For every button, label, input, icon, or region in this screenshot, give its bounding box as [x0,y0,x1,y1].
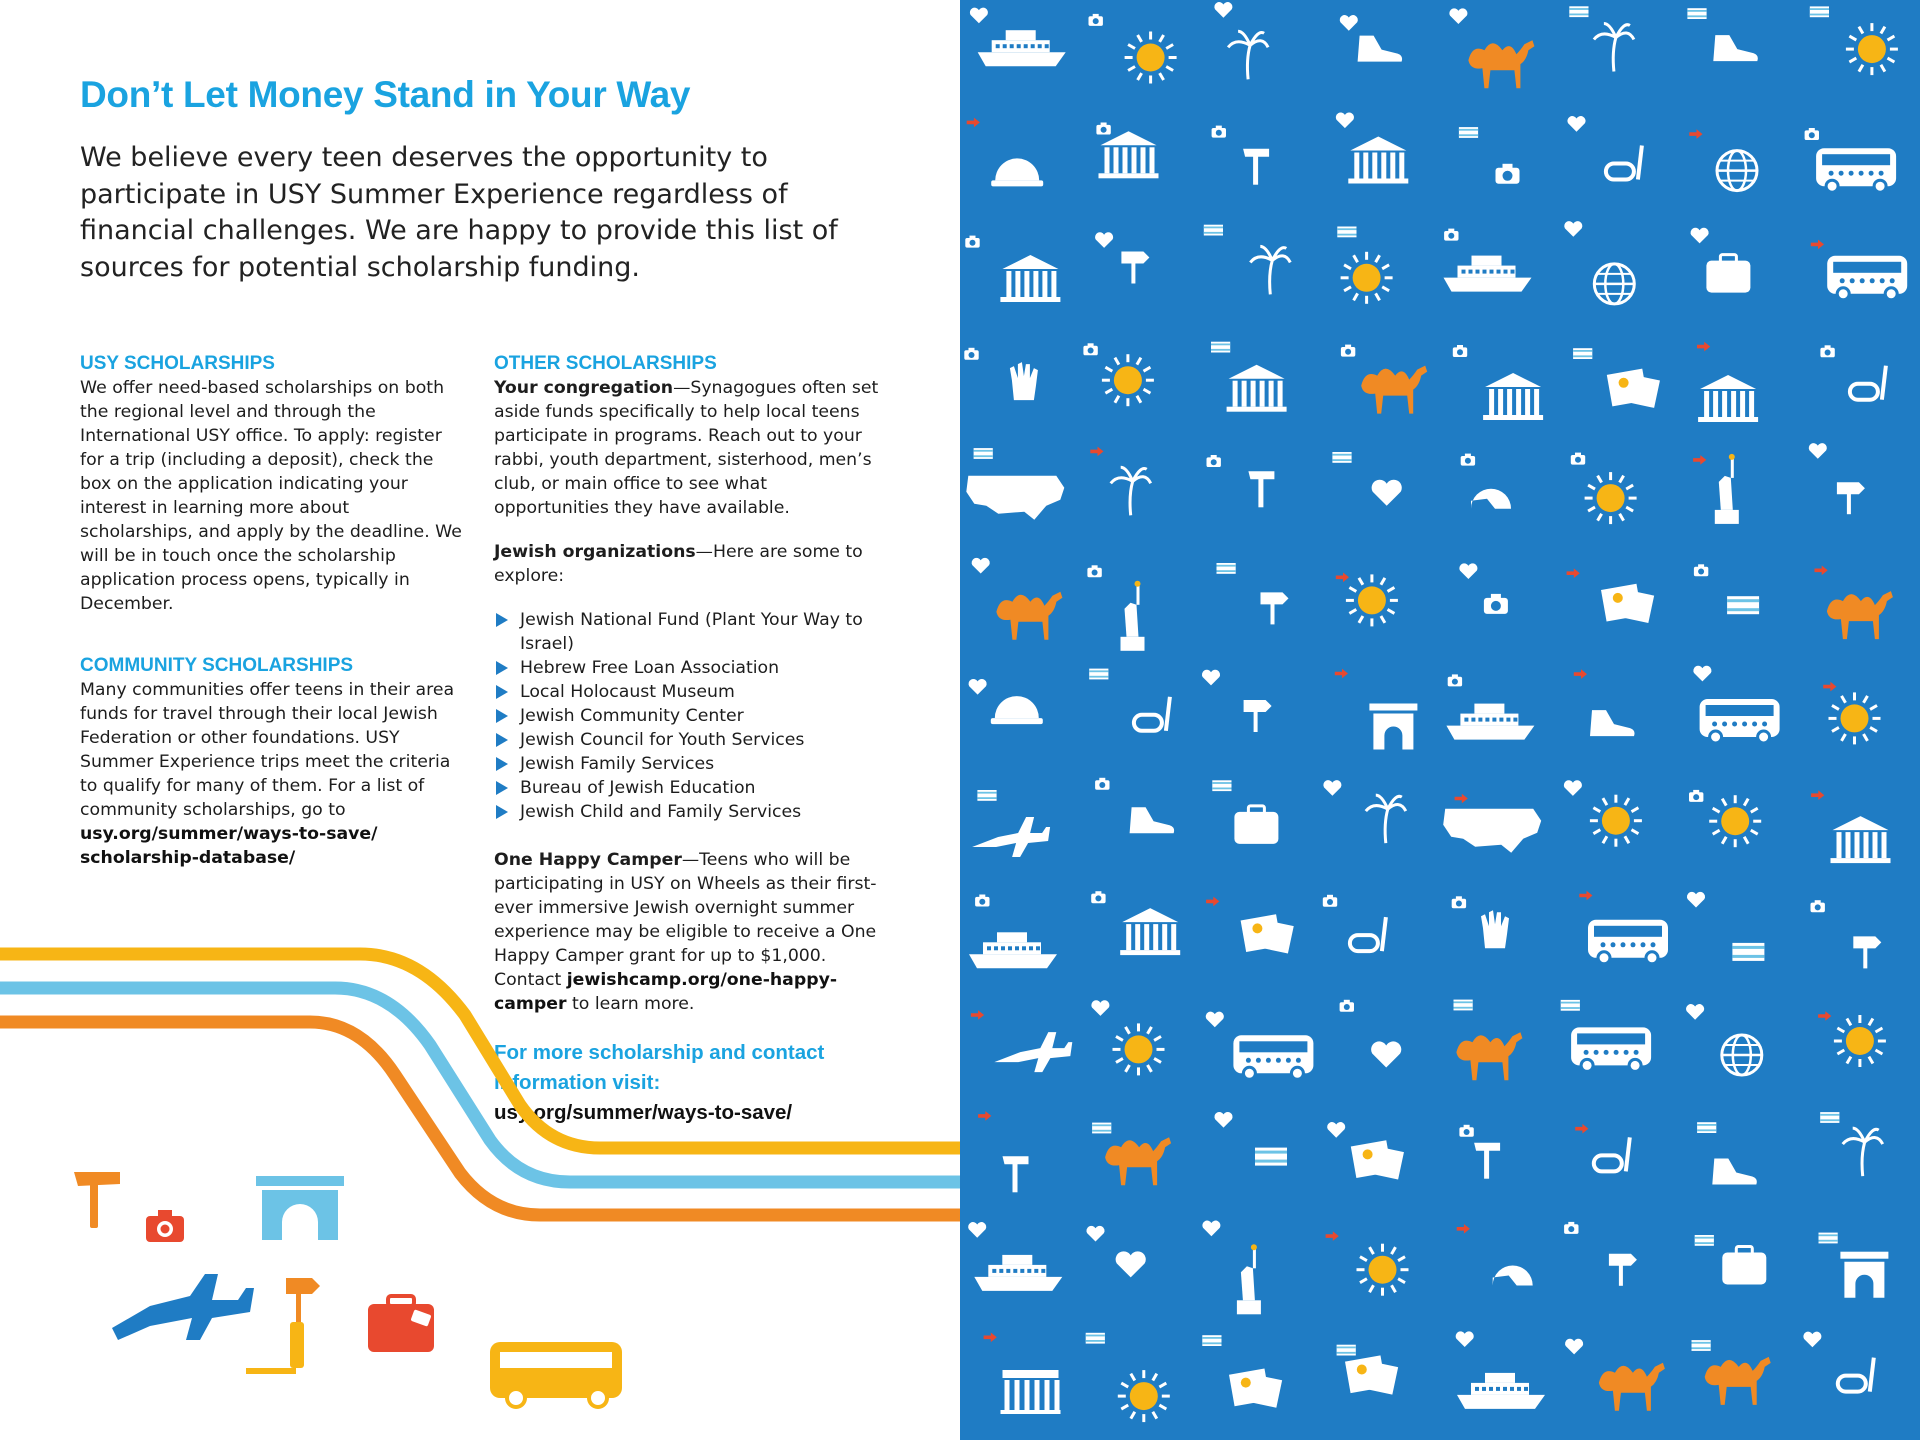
snorkel-icon [1594,1137,1630,1171]
ship-icon [978,30,1066,66]
triangle-bullet-icon [496,685,508,699]
sneaker-icon [1590,710,1635,736]
camera-icon [1207,455,1221,467]
sun-icon [1834,1015,1886,1067]
usy-scholarships-body: We offer need-based scholarships on both the regional level and through the International USY office. To apply: register for a trip (including a deposit), check the box on the application indicating your interest in learning more about scholarships, and apply by the deadline. We will be in touch once the scholarship application process opens, typically in December. [80,378,462,614]
camel-icon [996,592,1062,640]
camera-icon [1341,345,1355,357]
suitcase-icon [1234,806,1278,844]
flag-icon [1211,342,1230,353]
ways-to-save-link[interactable]: usy.org/summer/ways-to-save/ [494,1101,793,1124]
org-name: Jewish Council for Youth Services [520,730,805,750]
heart-icon [1567,116,1585,132]
ship-icon [1446,704,1534,740]
congregation-paragraph [494,376,884,520]
flag-icon [1454,1000,1473,1011]
temple-icon [1099,131,1159,178]
heart-icon [1086,1226,1104,1242]
bus-icon [490,1342,622,1407]
one-happy-camper-text: —Teens who will be participating in USY on Wheels as their first-ever immersive Jewish overnight summer experience may be eligible to receive a One Happy Camper grant for up to $1,000. Contact [494,850,877,990]
org-name: Local Holocaust Museum [520,682,735,702]
heart-icon [1095,232,1113,248]
arch-icon [1369,704,1417,750]
flag-icon [1089,669,1108,680]
camera-icon [1095,778,1109,790]
camera-icon [975,895,989,907]
plane-icon [994,1032,1072,1072]
sun-icon [1125,32,1177,84]
snorkel-icon [1606,146,1642,180]
camera-icon [1694,564,1708,576]
camera-icon [1448,674,1462,686]
photo-icon [1345,1355,1398,1394]
triangle-bullet-icon [496,733,508,747]
sun-icon [1357,1244,1409,1296]
bus-icon [1588,920,1668,964]
triangle-bullet-icon [496,757,508,771]
usa-icon [1443,809,1541,853]
list-item [494,680,884,704]
suitcase-icon [1722,1247,1766,1285]
sneaker-icon [1358,36,1403,62]
triangle-bullet-icon [496,709,508,723]
bus-icon [1233,1035,1313,1079]
arrow-icon [1206,897,1219,907]
camel-icon [1599,1363,1665,1411]
heart-icon [1449,8,1467,24]
camera-icon [1459,1125,1473,1137]
list-item [494,776,884,800]
bus-icon [1571,1027,1651,1071]
flag-icon [1687,8,1706,19]
camera-icon [964,348,978,360]
usa-icon [966,476,1064,520]
temple-icon [1831,816,1891,863]
flag-icon [1332,452,1351,463]
suitcase-icon [368,1296,434,1352]
one-happy-camper-tail: to learn more. [572,994,695,1014]
temple-icon [1227,365,1287,412]
arrow-icon [1815,566,1828,576]
bus-icon [1827,256,1907,300]
sun-icon [1590,795,1642,847]
other-scholarships-heading: OTHER SCHOLARSHIPS [494,353,717,374]
flag-icon [1561,1000,1580,1011]
sign-icon [1261,592,1289,624]
flag-icon [1086,1333,1105,1344]
closing-text: For more scholarship and contact information visit: [494,1041,825,1094]
sun-icon [1585,472,1637,524]
camera-icon [1083,343,1097,355]
heart-icon [1686,1004,1704,1020]
sun-icon [1341,252,1393,304]
hammer-icon [1003,1156,1029,1192]
flag-icon [1732,943,1764,961]
flag-icon [1569,6,1588,17]
camera-icon [1820,345,1834,357]
org-name: Hebrew Free Loan Association [520,658,780,678]
camera-icon [965,236,979,248]
sneaker-icon [1130,807,1175,833]
arrow-icon [1697,342,1710,352]
bus-icon [1700,699,1780,743]
camera-icon [1340,1000,1354,1012]
ship-icon [974,1255,1062,1291]
arrow-icon [1818,1011,1831,1021]
one-happy-camper-label: One Happy Camper [494,850,682,870]
flag-icon [1337,1345,1356,1356]
heart-icon [1202,670,1220,686]
sign-icon [1853,936,1881,968]
camera-icon [1444,229,1458,241]
heart-icon [1687,892,1705,908]
flag-icon [1459,127,1478,138]
arrow-icon [1823,682,1836,692]
liberty-icon [1715,454,1739,524]
triangle-bullet-icon [496,613,508,627]
heart-icon [1459,563,1477,579]
heart-icon [1214,2,1232,18]
heart-icon [1323,780,1341,796]
helmet-icon [1471,489,1511,509]
heart-icon [1564,780,1582,796]
plane-icon [972,817,1050,857]
organizations-intro: —Here are some to explore: [494,542,863,586]
sneaker-icon [1713,35,1758,61]
snorkel-icon [1850,366,1886,400]
list-item [494,704,884,728]
snorkel-icon [1134,697,1170,731]
congregation-text: —Synagogues often set aside funds specifically to help local teens participate in programs. Reach out to your rabbi, youth department, sisterhood, men’s club, or main office to see what opportunities they have available. [494,378,879,518]
heart-icon [1116,1251,1146,1277]
arrow-icon [1811,240,1824,250]
liberty-icon [1237,1244,1261,1314]
stripe-graphic [0,930,960,1290]
globe-icon [1594,264,1634,304]
arrow-icon [1575,1124,1588,1134]
arrow-icon [1090,447,1103,457]
arrow-icon [1455,794,1468,804]
list-item [494,800,884,824]
flag-icon [1695,1235,1714,1246]
camel-icon [1705,1357,1771,1405]
helmet-icon [1493,1266,1533,1286]
list-item [494,752,884,776]
triangle-bullet-icon [496,781,508,795]
flag-icon [1255,1148,1287,1166]
palm-icon [1843,1128,1883,1176]
heart-icon [1371,1041,1401,1067]
camera-icon [1805,128,1819,140]
suitcase-icon [1706,255,1750,293]
photo-icon [1607,369,1660,408]
triangle-bullet-icon [496,661,508,675]
arrow-icon [1335,669,1348,679]
flag-icon [1092,1123,1111,1134]
liberty-icon [1121,581,1145,651]
arrow-icon [967,118,980,128]
snorkel-icon [1838,1358,1874,1392]
camera-icon [1564,1222,1578,1234]
camera-icon [1096,123,1110,135]
heart-icon [968,1222,986,1238]
palm-icon [1111,467,1151,515]
scholarship-database-link[interactable]: usy.org/summer/ways-to-save/ scholarship-database/ [80,824,378,868]
org-name: Jewish Community Center [520,706,744,726]
org-name: Jewish Child and Family Services [520,802,802,822]
palm-icon [1250,246,1290,294]
community-scholarships-section [80,654,465,870]
flag-icon [1337,227,1356,238]
left-column [80,352,465,870]
community-scholarships-heading: COMMUNITY SCHOLARSHIPS [80,655,354,676]
page-title: Don’t Let Money Stand in Your Way [80,74,691,115]
list-item [494,656,884,680]
flag-icon [1810,6,1829,17]
hammer-icon [1243,149,1269,185]
photo-icon [1351,1140,1404,1179]
heart-icon [1691,228,1709,244]
bus-icon [1816,148,1896,192]
camel-icon [1827,591,1893,639]
heart-icon [1091,1000,1109,1016]
globe-icon [1722,1035,1762,1075]
org-name: Jewish National Fund (Plant Your Way to Israel) [520,610,863,654]
gate-icon [1001,1370,1061,1414]
list-item [494,608,884,656]
arrow-icon [971,1010,984,1020]
camera-icon [1452,896,1466,908]
flag-icon [1217,563,1236,574]
temple-icon [1348,137,1408,184]
arch-icon [1840,1252,1888,1298]
list-item [494,728,884,752]
heart-icon [1206,1012,1224,1028]
arrow-icon [1811,790,1824,800]
flag-icon [977,790,996,801]
arrow-icon [1579,891,1592,901]
usy-scholarships-section [80,352,465,616]
heart-icon [1372,480,1402,506]
heart-icon [1803,1332,1821,1348]
heart-icon [1214,1112,1232,1128]
arrow-icon [1693,455,1706,465]
flag-icon [974,448,993,459]
snorkel-icon [1350,917,1386,951]
arrow-icon [1326,1231,1339,1241]
ship-icon [1457,1373,1545,1409]
ship-icon [1444,256,1532,292]
usy-scholarships-heading: USY SCHOLARSHIPS [80,353,275,374]
heart-icon [1564,221,1582,237]
sneaker-icon [1712,1159,1757,1185]
org-name: Jewish Family Services [520,754,715,774]
sign-icon [1609,1254,1637,1286]
arrow-icon [1457,1224,1470,1234]
heart-icon [1340,15,1358,31]
camera-icon [1323,895,1337,907]
arrow-icon [984,1333,997,1343]
camel-icon [1361,366,1427,414]
paint-roller-icon [246,1322,304,1374]
heart-icon [1327,1122,1345,1138]
heart-icon [1202,1221,1220,1237]
sign-icon [1244,700,1272,732]
camera-icon [1811,900,1825,912]
photo-icon [1241,914,1294,953]
community-body-text: Many communities offer teens in their area funds for travel through their local Jewish Federation or other foundations. USY Summer Experience trips meet the criteria to qualify for many of them. For a list of community scholarships, go to [80,680,455,820]
sun-icon [1346,574,1398,626]
heart-icon [972,558,990,574]
intro-paragraph: We believe every teen deserves the opportunity to participate in USY Summer Experience regardless of financial challenges. We are happy to provide this list of sources for potential scholarship funding. [80,142,838,283]
hardhat-icon [991,696,1043,724]
camel-icon [1468,40,1534,88]
arrow-icon [1574,669,1587,679]
camera-icon [1689,790,1703,802]
flag-icon [1819,1233,1838,1244]
temple-icon [1000,255,1060,302]
arrow-icon [978,1111,991,1121]
palm-icon [1366,795,1406,843]
triangle-bullet-icon [496,805,508,819]
camel-icon [1456,1032,1522,1080]
flag-icon [1727,596,1759,614]
temple-icon [1698,375,1758,422]
sun-icon [1709,795,1761,847]
org-name: Bureau of Jewish Education [520,778,756,798]
camera-icon [1571,453,1585,465]
congregation-label: Your congregation [494,378,674,398]
organizations-label: Jewish organizations [494,542,696,562]
sun-icon [1113,1023,1165,1075]
camera-icon [1461,454,1475,466]
heart-icon [1456,1331,1474,1347]
flag-icon [1692,1340,1711,1351]
camera-icon [1087,565,1101,577]
sun-icon [1102,354,1154,406]
sun-icon [1846,23,1898,75]
heart-icon [969,679,987,695]
flag-icon [1212,780,1231,791]
flag-icon [1202,1335,1221,1346]
hardhat-icon [991,158,1043,186]
camera-icon [1091,891,1105,903]
globe-icon [1717,151,1757,191]
organizations-paragraph [494,540,884,588]
flag-icon [1697,1122,1716,1133]
palm-icon [1594,24,1634,72]
sign-icon [1837,482,1865,514]
hammer-icon [1474,1143,1500,1179]
heart-icon [1565,1339,1583,1355]
temple-icon [1120,908,1180,955]
flag-icon [1573,348,1592,359]
glove-icon [1481,910,1509,948]
camera-icon [1212,126,1226,138]
travel-pattern-panel [960,0,1920,1440]
arrow-icon [1689,129,1702,139]
sun-icon [1118,1370,1170,1422]
jewishcamp-link[interactable]: jewishcamp.org/one-happy-camper [494,970,838,1014]
camel-icon [1105,1137,1171,1185]
heart-icon [1809,443,1827,459]
heart-icon [1693,666,1711,682]
organizations-list [494,608,884,824]
camera-icon [1453,345,1467,357]
photo-icon [1229,1368,1282,1407]
arrow-icon [1336,573,1349,583]
camera-icon [1089,14,1103,26]
palm-icon [1228,31,1268,79]
heart-icon [970,8,988,24]
travel-icon-pattern [960,0,1920,1440]
hammer-icon [1248,471,1274,507]
flag-icon [1820,1112,1839,1123]
glove-icon [1010,362,1038,400]
photo-icon [1601,584,1654,623]
camera-icon [1496,164,1520,184]
sign-icon [1121,252,1149,284]
temple-icon [1483,373,1543,420]
flag-icon [1204,225,1223,236]
camera-icon [1484,594,1508,614]
heart-icon [1336,112,1354,128]
community-scholarships-body [80,678,465,870]
arrow-icon [1567,568,1580,578]
ship-icon [969,932,1057,968]
sun-icon [1829,692,1881,744]
